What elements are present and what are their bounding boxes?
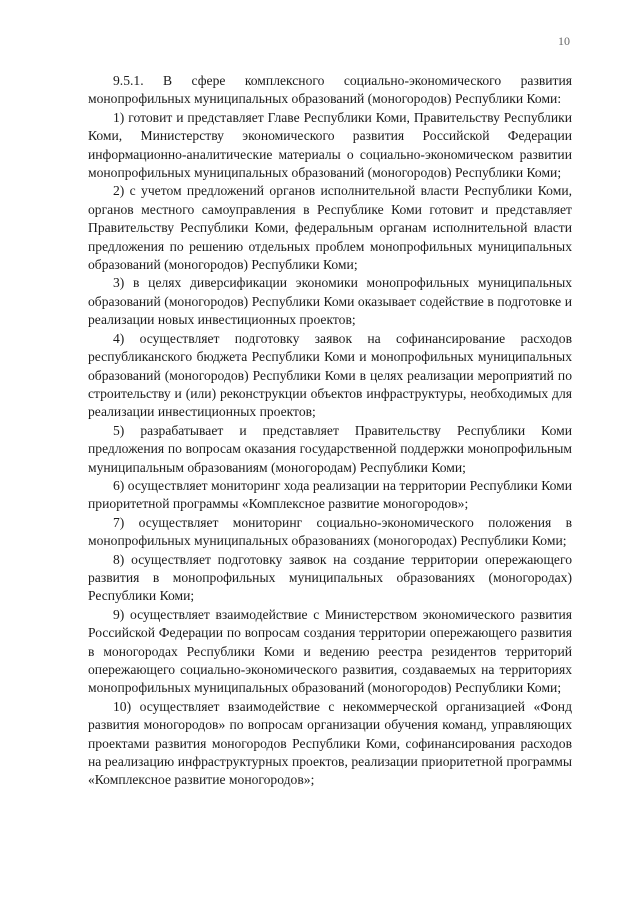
paragraph-item-3: 3) в целях диверсификации экономики монопрофильных муниципальных образований (моногородов) Республики Коми оказывает содействие в подготовке и реализации новых инвестиционных проектов; xyxy=(88,275,572,328)
paragraph-item-2: 2) с учетом предложений органов исполнительной власти Республики Коми, органов местного самоуправления в Республике Коми готовит и представляет Правительству Республики Коми, федеральным органам исполнительной власти предложения по решению отдельных проблем монопрофильных муниципальных образований (моногородов) Республики Коми; xyxy=(88,183,572,273)
page-number: 10 xyxy=(558,34,570,48)
paragraph-item-7: 7) осуществляет мониторинг социально-экономического положения в монопрофильных муниципальных образованиях (моногородах) Республики Коми; xyxy=(88,514,572,549)
paragraph-item-5: 5) разрабатывает и представляет Правительству Республики Коми предложения по вопросам оказания государственной поддержки монопрофильным муниципальным образованиям (моногородам) Республики Коми; xyxy=(88,422,572,475)
paragraph-item-6: 6) осуществляет мониторинг хода реализации на территории Республики Коми приоритетной программы «Комплексное развитие моногородов»; xyxy=(88,477,572,512)
document-body xyxy=(88,72,572,790)
paragraph-item-4: 4) осуществляет подготовку заявок на софинансирование расходов республиканского бюджета Республики Коми и монопрофильных муниципальных образований (моногородов) Республики Коми в целях реализации мероприятий по строительству и (или) реконструкции объектов инфраструктуры, необходимых для реализации инвестиционных проектов; xyxy=(88,330,572,420)
paragraph-item-9: 9) осуществляет взаимодействие с Министерством экономического развития Российской Федерации по вопросам создания территории опережающего развития в моногородах Республики Коми и ведению реестра резидентов территорий опережающего социально-экономического развития, создаваемых на территориях монопрофильных муниципальных образований (моногородов) Республики Коми; xyxy=(88,606,572,696)
paragraph-item-10: 10) осуществляет взаимодействие с некоммерческой организацией «Фонд развития моногородов» по вопросам организации обучения команд, управляющих проектами развития моногородов Республики Коми, софинансирования расходов на реализацию инфраструктурных проектов, реализации приоритетной программы «Комплексное развитие моногородов»; xyxy=(88,698,572,788)
paragraph-9-5-1: 9.5.1. В сфере комплексного социально-экономического развития монопрофильных муниципальных образований (моногородов) Республики Коми: xyxy=(88,73,572,107)
paragraph-item-1: 1) готовит и представляет Главе Республики Коми, Правительству Республики Коми, Министерству экономического развития Российской Федерации информационно-аналитические материалы о социально-экономическом развитии монопрофильных муниципальных образований (моногородов) Республики Коми; xyxy=(88,109,572,181)
paragraph-item-8: 8) осуществляет подготовку заявок на создание территории опережающего развития в монопрофильных муниципальных образованиях (моногородах) Республики Коми; xyxy=(88,551,572,604)
